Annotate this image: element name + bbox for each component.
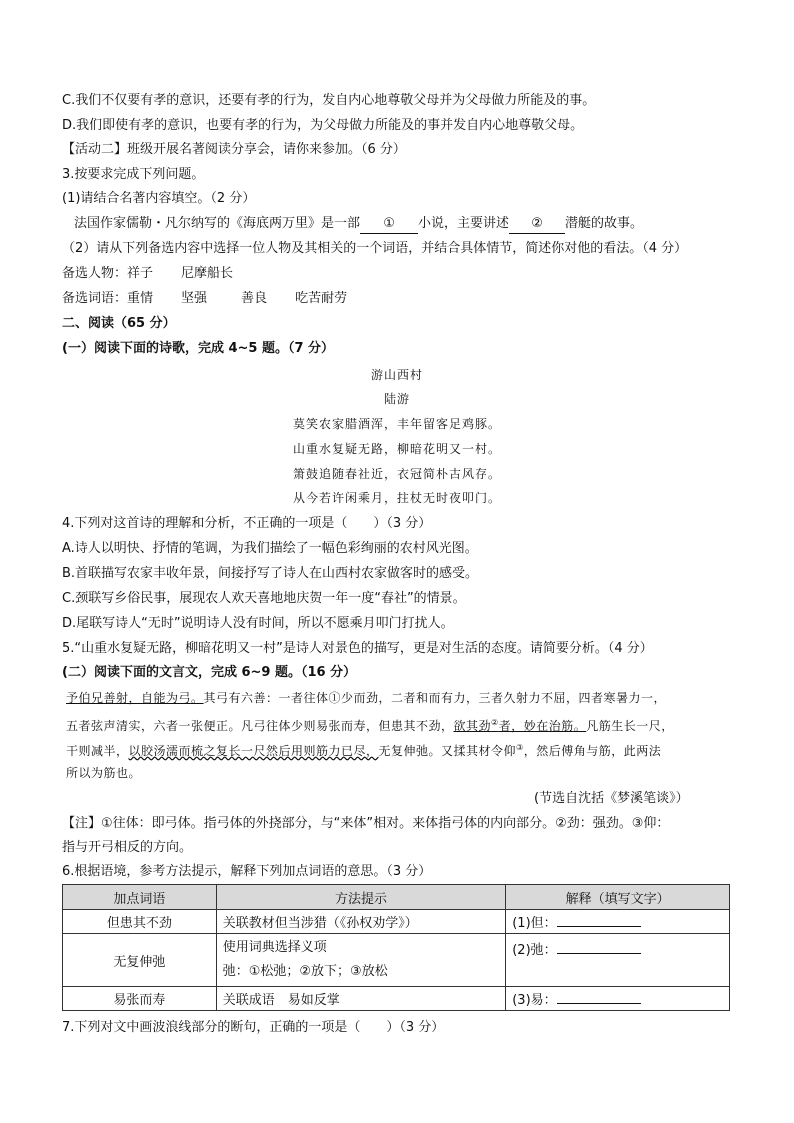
activity-two-heading: 【活动二】班级开展名著阅读分享会，请你来参加。（6 分） [62, 142, 406, 157]
table-row [63, 934, 730, 987]
underlined-phrase-2 [454, 719, 587, 733]
classical-line-2 [66, 714, 674, 735]
question-3-1: (1)请结合名著内容填空。（2 分） [62, 191, 256, 206]
wavy-underlined-phrase: 以胶汤濡而梳之复长一尺然后用则筋力已尽， [128, 744, 379, 758]
table-answer-cell [506, 910, 730, 934]
classical-text: 欲其劲 [453, 719, 492, 733]
classical-text: 少而劲，二者和而有力，三者久射力不屈，四者寒暑力一， [341, 691, 667, 705]
annotation-line-2: 指与开弓相反的方向。 [62, 840, 193, 855]
poem-line-2: 山重水复疑无路，柳暗花明又一村。 [292, 442, 501, 456]
table-method-cell: 关联教材但当涉猎（《孙权劝学》） [216, 910, 506, 934]
answer-blank[interactable] [557, 991, 641, 1004]
table-header: 解释（填写文字） [506, 885, 730, 910]
table-method-cell [216, 934, 506, 987]
classical-line-3 [66, 739, 661, 760]
table-answer-cell [506, 987, 730, 1011]
poem-line-4: 从今若许闲乘月，拄杖无时夜叩门。 [292, 491, 501, 505]
question-4: 4.下列对这首诗的理解和分析，不正确的一项是（ ）（3 分） [62, 516, 432, 531]
word-2: 坚强 [181, 291, 208, 306]
question-3-2: （2）请从下列备选内容中选择一位人物及其相关的一个词语，并结合具体情节，简述你对他的看法。（4 分） [62, 241, 688, 256]
classical-text: 无复伸弛。又揉其材令仰 [378, 744, 517, 758]
table-header-row [63, 885, 730, 910]
note-marker-3: ③ [516, 743, 524, 752]
question-4-option-b: B.首联描写农家丰收年景，间接抒写了诗人在山西村农家做客时的感受。 [62, 566, 479, 581]
person-1: 祥子 [127, 266, 154, 281]
table-word-cell: 但患其不劲 [63, 910, 217, 934]
words-label: 备选词语： [62, 291, 128, 306]
question-4-option-a: A.诗人以明快、抒情的笔调，为我们描绘了一幅色彩绚丽的农村风光图。 [62, 541, 478, 556]
question-3-1-fill-line [74, 215, 643, 234]
underlined-phrase-1: 予伯兄善射，自能为弓。 [66, 691, 204, 705]
answer-blank[interactable] [557, 914, 641, 927]
option-c: C.我们不仅要有孝的意识，还要有孝的行为，发自内心地尊敬父母并为父母做力所能及的事。 [62, 93, 596, 108]
section-reading-heading: 二、阅读（65 分） [62, 316, 176, 331]
classical-text: 五者弦声清实，六者一张便正。凡弓往体少则易张而寿，但患其不劲， [66, 719, 454, 733]
fill-text-a: 法国作家儒勒・凡尔纳写的《海底两万里》是一部 [74, 216, 361, 231]
annotation-line-1: 【注】①往体：即弓体。指弓体的外挠部分，与“来体”相对。来体指弓体的内向部分。②劲：强劲。③仰： [62, 816, 670, 831]
candidate-words [62, 290, 347, 308]
candidate-people [62, 265, 233, 283]
blank-1[interactable]: ① [360, 215, 418, 234]
question-5: 5.“山重水复疑无路，柳暗花明又一村”是诗人对景色的描写，更是对生活的态度。请简要分析。（4 分） [62, 641, 653, 656]
poem-author: 陆游 [383, 392, 410, 406]
vocabulary-table [62, 884, 730, 1011]
person-2: 尼摩船长 [181, 266, 234, 281]
question-4-option-d: D.尾联写诗人“无时”说明诗人没有时间，所以不愿乘月叩门打扰人。 [62, 616, 454, 631]
answer-blank[interactable] [557, 941, 641, 954]
answer-label: (2)弛： [512, 943, 557, 958]
answer-label: (3)易： [512, 993, 557, 1008]
classical-text: 者，妙在治筋。 [498, 719, 587, 733]
table-answer-cell [506, 934, 730, 987]
classical-text: ，然后傅角与筋，此两法 [523, 744, 662, 758]
word-4: 吃苦耐劳 [295, 291, 348, 306]
table-row [63, 910, 730, 934]
part-two-heading: (二）阅读下面的文言文，完成 6~9 题。（16 分） [62, 665, 357, 680]
table-method-cell: 关联成语 易如反掌 [216, 987, 506, 1011]
classical-text: 干则减半， [66, 744, 129, 758]
question-6: 6.根据语境，参考方法提示，解释下列加点词语的意思。（3 分） [62, 864, 432, 879]
word-3: 善良 [241, 291, 268, 306]
word-1: 重情 [127, 291, 154, 306]
note-marker-2: ② [491, 718, 499, 727]
question-3: 3.按要求完成下列问题。 [62, 167, 205, 182]
source-citation: (节选自沈括《梦溪笔谈》） [534, 791, 689, 806]
question-7: 7.下列对文中画波浪线部分的断句，正确的一项是（ ）（3 分） [62, 1020, 445, 1035]
classical-line-4: 所以为筋也。 [66, 766, 142, 780]
poem-line-3: 箫鼓追随春社近，衣冠简朴古风存。 [292, 467, 501, 481]
table-header: 加点词语 [63, 885, 217, 910]
table-word-cell: 无复伸弛 [63, 934, 217, 987]
poem-line-1: 莫笑农家腊酒浑，丰年留客足鸡豚。 [292, 417, 501, 431]
method-line: 使用词典选择义项 [222, 940, 327, 955]
classical-text: 凡筋生长一尺， [586, 719, 674, 733]
table-word-cell: 易张而寿 [63, 987, 217, 1011]
blank-2[interactable]: ② [509, 215, 565, 234]
people-label: 备选人物： [62, 266, 128, 281]
poem-title: 游山西村 [370, 368, 423, 382]
answer-label: (1)但： [512, 916, 557, 931]
method-line: 弛：①松弛；②放下；③放松 [222, 964, 388, 979]
question-4-option-c: C.颈联写乡俗民事，展现农人欢天喜地地庆贺一年一度“春社”的情景。 [62, 591, 466, 606]
classical-line-1 [66, 689, 666, 707]
fill-text-b: 小说，主要讲述 [418, 216, 510, 231]
fill-text-c: 潜艇的故事。 [565, 216, 644, 231]
classical-text: 其弓有六善：一者往体 [203, 691, 329, 705]
option-d: D.我们即使有孝的意识，也要有孝的行为，为父母做力所能及的事并发自内心地尊敬父母。 [62, 118, 584, 133]
note-marker-1: ① [328, 691, 342, 705]
table-header: 方法提示 [216, 885, 506, 910]
table-row [63, 987, 730, 1011]
part-one-heading: (一）阅读下面的诗歌，完成 4~5 题。（7 分） [62, 341, 335, 356]
